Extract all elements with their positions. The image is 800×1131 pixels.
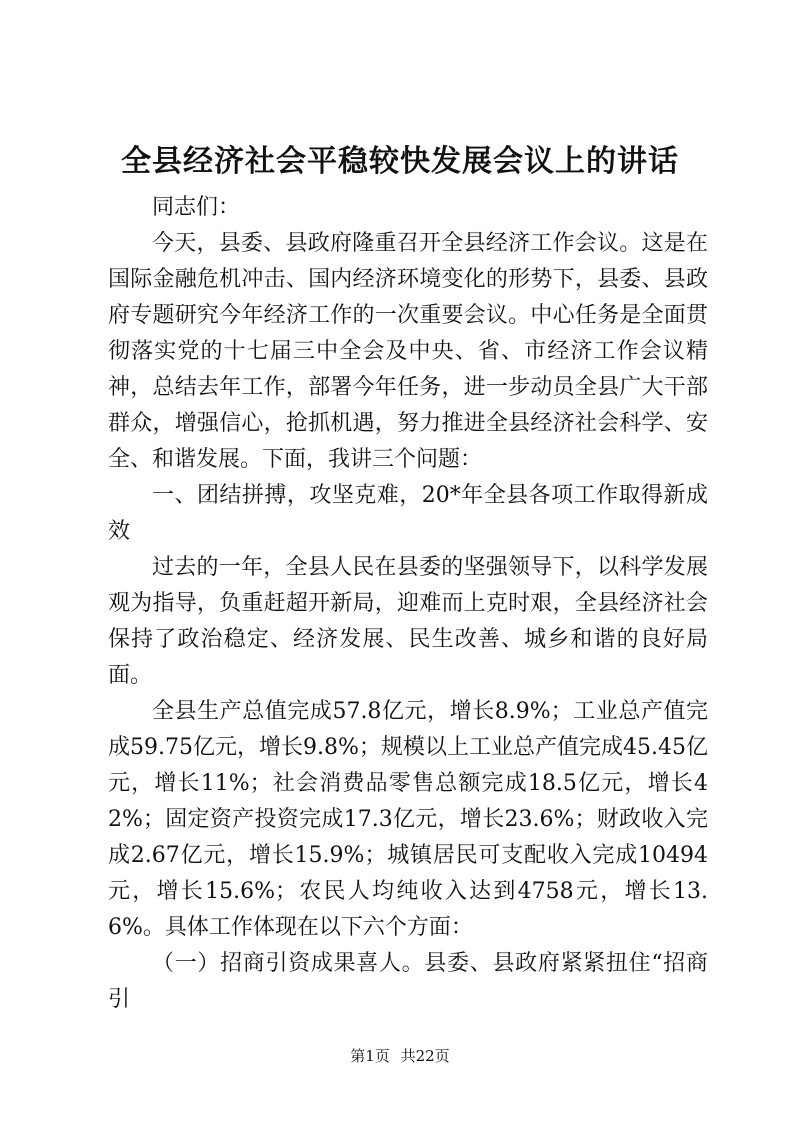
- page-total: 共22页: [400, 1047, 450, 1065]
- document-title: 全县经济社会平稳较快发展会议上的讲话: [121, 144, 679, 179]
- paragraph-statistics: 全县生产总值完成57.8亿元，增长8.9%；工业总产值完成59.75亿元，增长9.8%；规模以上工业总产值完成45.45亿元，增长11%；社会消费品零售总额完成18.5亿元，增长42%；固定资产投资完成17.3亿元，增长23.6%；财政收入完成2.67亿元，增长15.9%；城镇居民可支配收入完成10494元，增长15.6%；农民人均纯收入达到4758元，增长13.6%。具体工作体现在以下六个方面：: [108, 699, 708, 940]
- paragraph-salutation: 同志们：: [152, 195, 241, 220]
- paragraph-intro: 今天，县委、县政府隆重召开全县经济工作会议。这是在国际金融危机冲击、国内经济环境变化的形势下，县委、县政府专题研究今年经济工作的一次重要会议。中心任务是全面贯彻落实党的十七届三中全会及中央、省、市经济工作会议精神，总结去年工作，部署今年任务，进一步动员全县广大干部群众，增强信心，抢抓机遇，努力推进全县经济社会科学、安全、和谐发展。下面，我讲三个问题：: [108, 231, 708, 472]
- section-heading-1: 一、团结拼搏，攻坚克难，20*年全县各项工作取得新成效: [108, 483, 708, 544]
- page-footer: [0, 1046, 800, 1066]
- page-number: 第1页: [350, 1047, 390, 1065]
- paragraph-investment: （一）招商引资成果喜人。县委、县政府紧紧扭住“招商引: [108, 951, 708, 1012]
- paragraph-review: 过去的一年，全县人民在县委的坚强领导下，以科学发展观为指导，负重赶超开新局，迎难而上克时艰，全县经济社会保持了政治稳定、经济发展、民生改善、城乡和谐的良好局面。: [108, 555, 708, 688]
- document-body: [108, 190, 708, 1018]
